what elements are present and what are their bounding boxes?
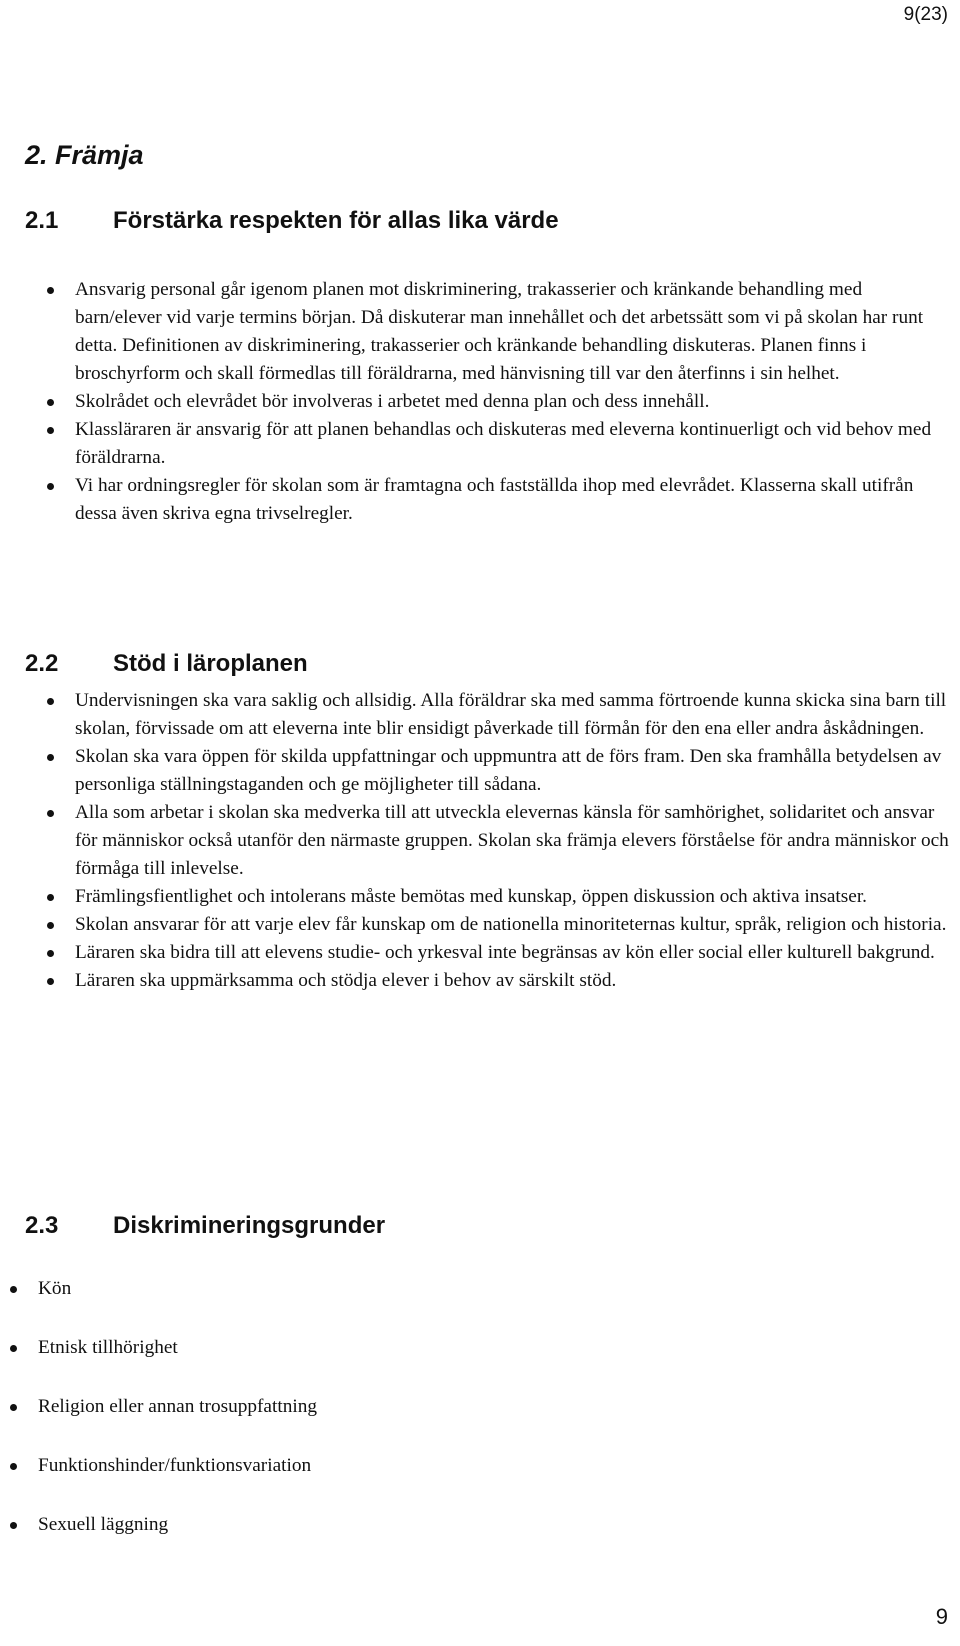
bullet-icon bbox=[47, 978, 54, 985]
section-number: 2.1 bbox=[25, 207, 59, 234]
bullet-icon bbox=[10, 1404, 17, 1411]
list-item bbox=[38, 1393, 838, 1452]
list-item-text: Undervisningen ska vara saklig och allsidig. Alla föräldrar ska med samma förtroende kunna skicka sina barn till skolan, förvissade om att eleverna inte blir ensidigt påverkade till förmån för den ena eller andra åskådningen. bbox=[75, 690, 947, 739]
bullet-icon bbox=[10, 1463, 17, 1470]
section-2-2-list bbox=[75, 687, 950, 995]
list-item-text: Etnisk tillhörighet bbox=[38, 1337, 178, 1358]
list-item-text: Religion eller annan trosuppfattning bbox=[38, 1396, 317, 1417]
bullet-icon bbox=[47, 399, 54, 406]
list-item bbox=[75, 939, 950, 967]
bullet-icon bbox=[47, 754, 54, 761]
page-heading: 2. Främja bbox=[25, 140, 144, 170]
list-item bbox=[38, 1334, 838, 1393]
bullet-icon bbox=[47, 427, 54, 434]
list-item-text: Vi har ordningsregler för skolan som är framtagna och fastställda ihop med elevrådet. Klasserna skall utifrån dessa även skriva egna trivselregler. bbox=[75, 475, 914, 524]
list-item-text: Läraren ska uppmärksamma och stödja elever i behov av särskilt stöd. bbox=[75, 970, 617, 991]
list-item-text: Ansvarig personal går igenom planen mot diskriminering, trakasserier och kränkande behandling med barn/elever vid varje termins början. Då diskuterar man innehållet och det arbetssätt som vi på skolan har runt detta. Definitionen av diskriminering, trakasserier och kränkande behandling diskuteras. Planen finns i broschyrform och skall förmedlas till föräldrarna, med hänvisning till var den återfinns i sin helhet. bbox=[75, 279, 924, 384]
section-heading-2-3 bbox=[25, 1212, 385, 1240]
section-title: Stöd i läroplanen bbox=[113, 650, 308, 677]
bullet-icon bbox=[47, 894, 54, 901]
list-item-text: Funktionshinder/funktionsvariation bbox=[38, 1455, 312, 1476]
list-item bbox=[38, 1452, 838, 1511]
list-item-text: Främlingsfientlighet och intolerans måste bemötas med kunskap, öppen diskussion och aktiva insatser. bbox=[75, 886, 867, 907]
section-number: 2.2 bbox=[25, 650, 59, 677]
list-item bbox=[75, 911, 950, 939]
list-item bbox=[75, 799, 950, 883]
bullet-icon bbox=[10, 1345, 17, 1352]
section-heading-2-2 bbox=[25, 650, 308, 678]
section-title: Förstärka respekten för allas lika värde bbox=[113, 207, 559, 234]
list-item-text: Läraren ska bidra till att elevens studie- och yrkesval inte begränsas av kön eller social eller kulturell bakgrund. bbox=[75, 942, 935, 963]
section-2-1-list bbox=[75, 276, 950, 528]
list-item-text: Klassläraren är ansvarig för att planen behandlas och diskuteras med eleverna kontinuerligt och vid behov med föräldrarna. bbox=[75, 419, 932, 468]
section-2-3-list bbox=[38, 1275, 838, 1570]
list-item bbox=[38, 1511, 838, 1570]
page-number-top: 9(23) bbox=[903, 4, 948, 25]
list-item bbox=[75, 276, 950, 388]
list-item-text: Alla som arbetar i skolan ska medverka till att utveckla elevernas känsla för samhörighet, solidaritet och ansvar för människor också utanför den närmaste gruppen. Skolan ska främja elevers förståelse för andra människor och förmåga till inlevelse. bbox=[75, 802, 949, 879]
list-item bbox=[75, 967, 950, 995]
list-item bbox=[75, 687, 950, 743]
section-number: 2.3 bbox=[25, 1212, 59, 1239]
list-item-text: Skolrådet och elevrådet bör involveras i arbetet med denna plan och dess innehåll. bbox=[75, 391, 710, 412]
bullet-icon bbox=[47, 287, 54, 294]
list-item bbox=[75, 416, 950, 472]
section-heading-2-1 bbox=[25, 207, 559, 235]
bullet-icon bbox=[47, 810, 54, 817]
list-item bbox=[75, 883, 950, 911]
list-item-text: Kön bbox=[38, 1278, 72, 1299]
bullet-icon bbox=[47, 922, 54, 929]
list-item bbox=[38, 1275, 838, 1334]
bullet-icon bbox=[47, 950, 54, 957]
bullet-icon bbox=[47, 698, 54, 705]
page-number-bottom: 9 bbox=[935, 1604, 948, 1629]
list-item-text: Skolan ska vara öppen för skilda uppfattningar och uppmuntra att de förs fram. Den ska framhålla betydelsen av personliga ställningstaganden och ge möjligheter till sådana. bbox=[75, 746, 942, 795]
bullet-icon bbox=[10, 1286, 17, 1293]
list-item-text: Sexuell läggning bbox=[38, 1514, 169, 1535]
list-item bbox=[75, 388, 950, 416]
list-item bbox=[75, 743, 950, 799]
section-title: Diskrimineringsgrunder bbox=[113, 1212, 386, 1239]
bullet-icon bbox=[47, 483, 54, 490]
list-item-text: Skolan ansvarar för att varje elev får kunskap om de nationella minoriteternas kultur, språk, religion och historia. bbox=[75, 914, 947, 935]
bullet-icon bbox=[10, 1522, 17, 1529]
list-item bbox=[75, 472, 950, 528]
